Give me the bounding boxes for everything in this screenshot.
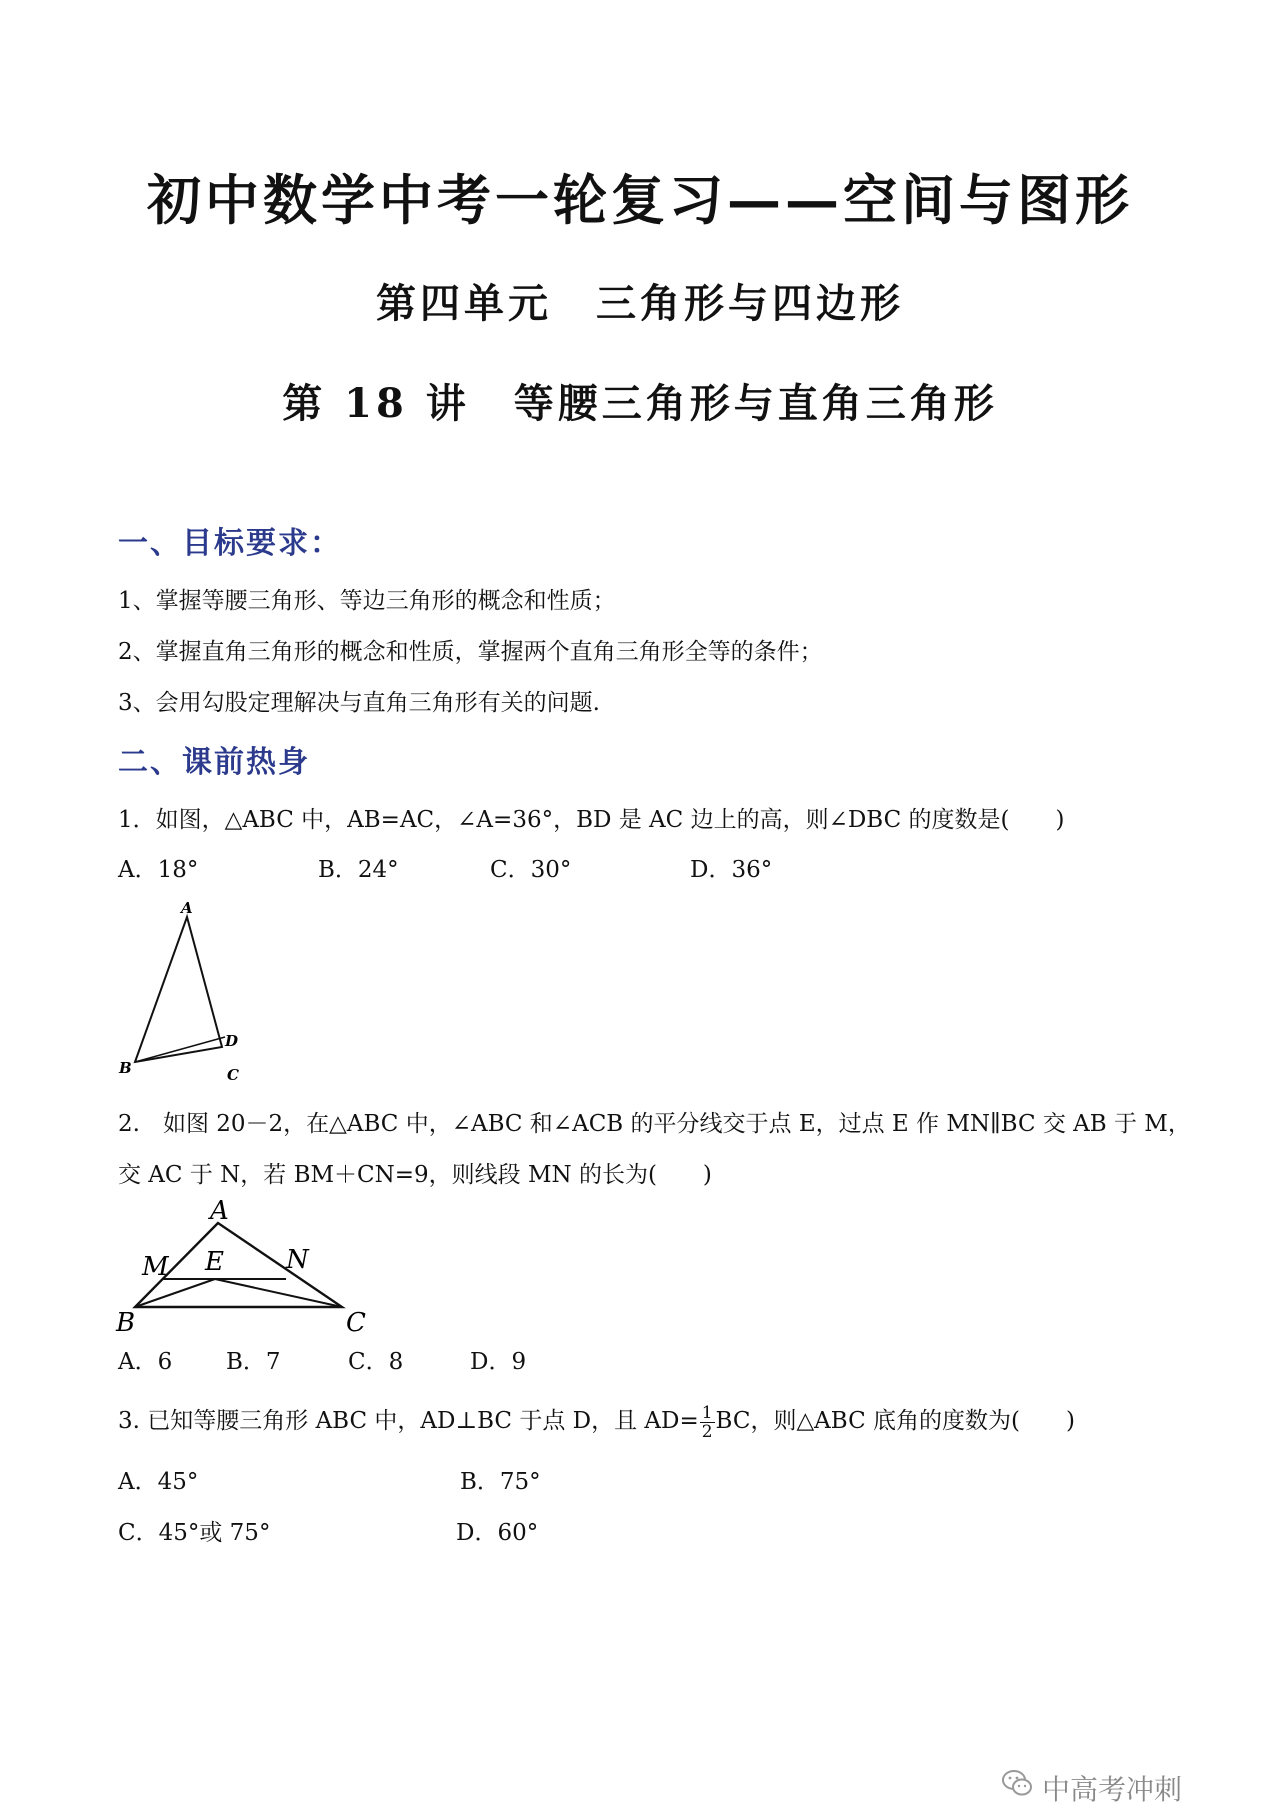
q1-option-b: B．24° [318, 857, 399, 883]
fraction-one-half [700, 1404, 715, 1441]
triangle-abc [135, 917, 222, 1062]
watermark-text: 中高考冲刺 [1042, 1773, 1183, 1806]
goal-item-1: 1、掌握等腰三角形、等边三角形的概念和性质； [118, 588, 616, 614]
question-2-stem-line2: 交 AC 于 N，若 BM＋CN=9，则线段 MN 的长为( ) [118, 1162, 712, 1188]
lecture-title: 第 18 讲 等腰三角形与直角三角形 [282, 380, 998, 427]
label-a: A [181, 899, 193, 917]
label-d: D [225, 1032, 239, 1050]
q2-option-b: B．7 [226, 1349, 281, 1375]
q3-option-b: B．75° [460, 1469, 541, 1495]
goal-item-2: 2、掌握直角三角形的概念和性质，掌握两个直角三角形全等的条件； [118, 639, 823, 665]
label-n: N [286, 1245, 309, 1275]
q2-option-a: A．6 [118, 1349, 173, 1375]
q3-stem-before: 3. 已知等腰三角形 ABC 中，AD⊥BC 于点 D，且 AD= [118, 1408, 699, 1434]
bisector-be [135, 1279, 215, 1307]
label-b: B [119, 1059, 132, 1077]
question-3-stem [118, 1402, 1075, 1441]
fraction-denominator: 2 [701, 1421, 713, 1442]
q1-option-a: A．18° [118, 857, 199, 883]
wechat-icon [1000, 1766, 1034, 1800]
label-e: E [205, 1247, 224, 1277]
q1-option-c: C．30° [490, 857, 572, 883]
q3-option-a: A．45° [118, 1469, 199, 1495]
q1-option-d: D．36° [690, 857, 773, 883]
q3-option-c: C．45°或 75° [118, 1520, 271, 1546]
label-c: C [227, 1066, 239, 1084]
q2-option-c: C．8 [348, 1349, 404, 1375]
section-heading-goals: 一、目标要求： [118, 526, 342, 561]
question-2-stem-line1: 2. 如图 20－2，在△ABC 中，∠ABC 和∠ACB 的平分线交于点 E，过点 E 作 MN∥BC 交 AB 于 M， [118, 1111, 1191, 1137]
goal-item-3: 3、会用勾股定理解决与直角三角形有关的问题. [118, 690, 600, 716]
label-c: C [346, 1308, 366, 1335]
page-title: 初中数学中考一轮复习——空间与图形 [147, 168, 1133, 232]
q3-stem-after: BC，则△ABC 底角的度数为( ) [715, 1408, 1075, 1434]
label-b: B [116, 1308, 136, 1335]
label-m: M [142, 1252, 169, 1282]
label-a: A [210, 1196, 229, 1226]
q2-option-d: D．9 [470, 1349, 527, 1375]
q2-triangle-figure [110, 1195, 390, 1335]
question-1-stem: 1．如图，△ABC 中，AB=AC，∠A=36°，BD 是 AC 边上的高，则∠DBC 的度数是( ) [118, 807, 1065, 833]
fraction-numerator: 1 [701, 1402, 713, 1423]
q1-triangle-figure [110, 895, 260, 1085]
q3-option-d: D．60° [456, 1520, 539, 1546]
unit-title: 第四单元 三角形与四边形 [376, 280, 904, 327]
section-heading-warmup: 二、课前热身 [118, 745, 310, 780]
